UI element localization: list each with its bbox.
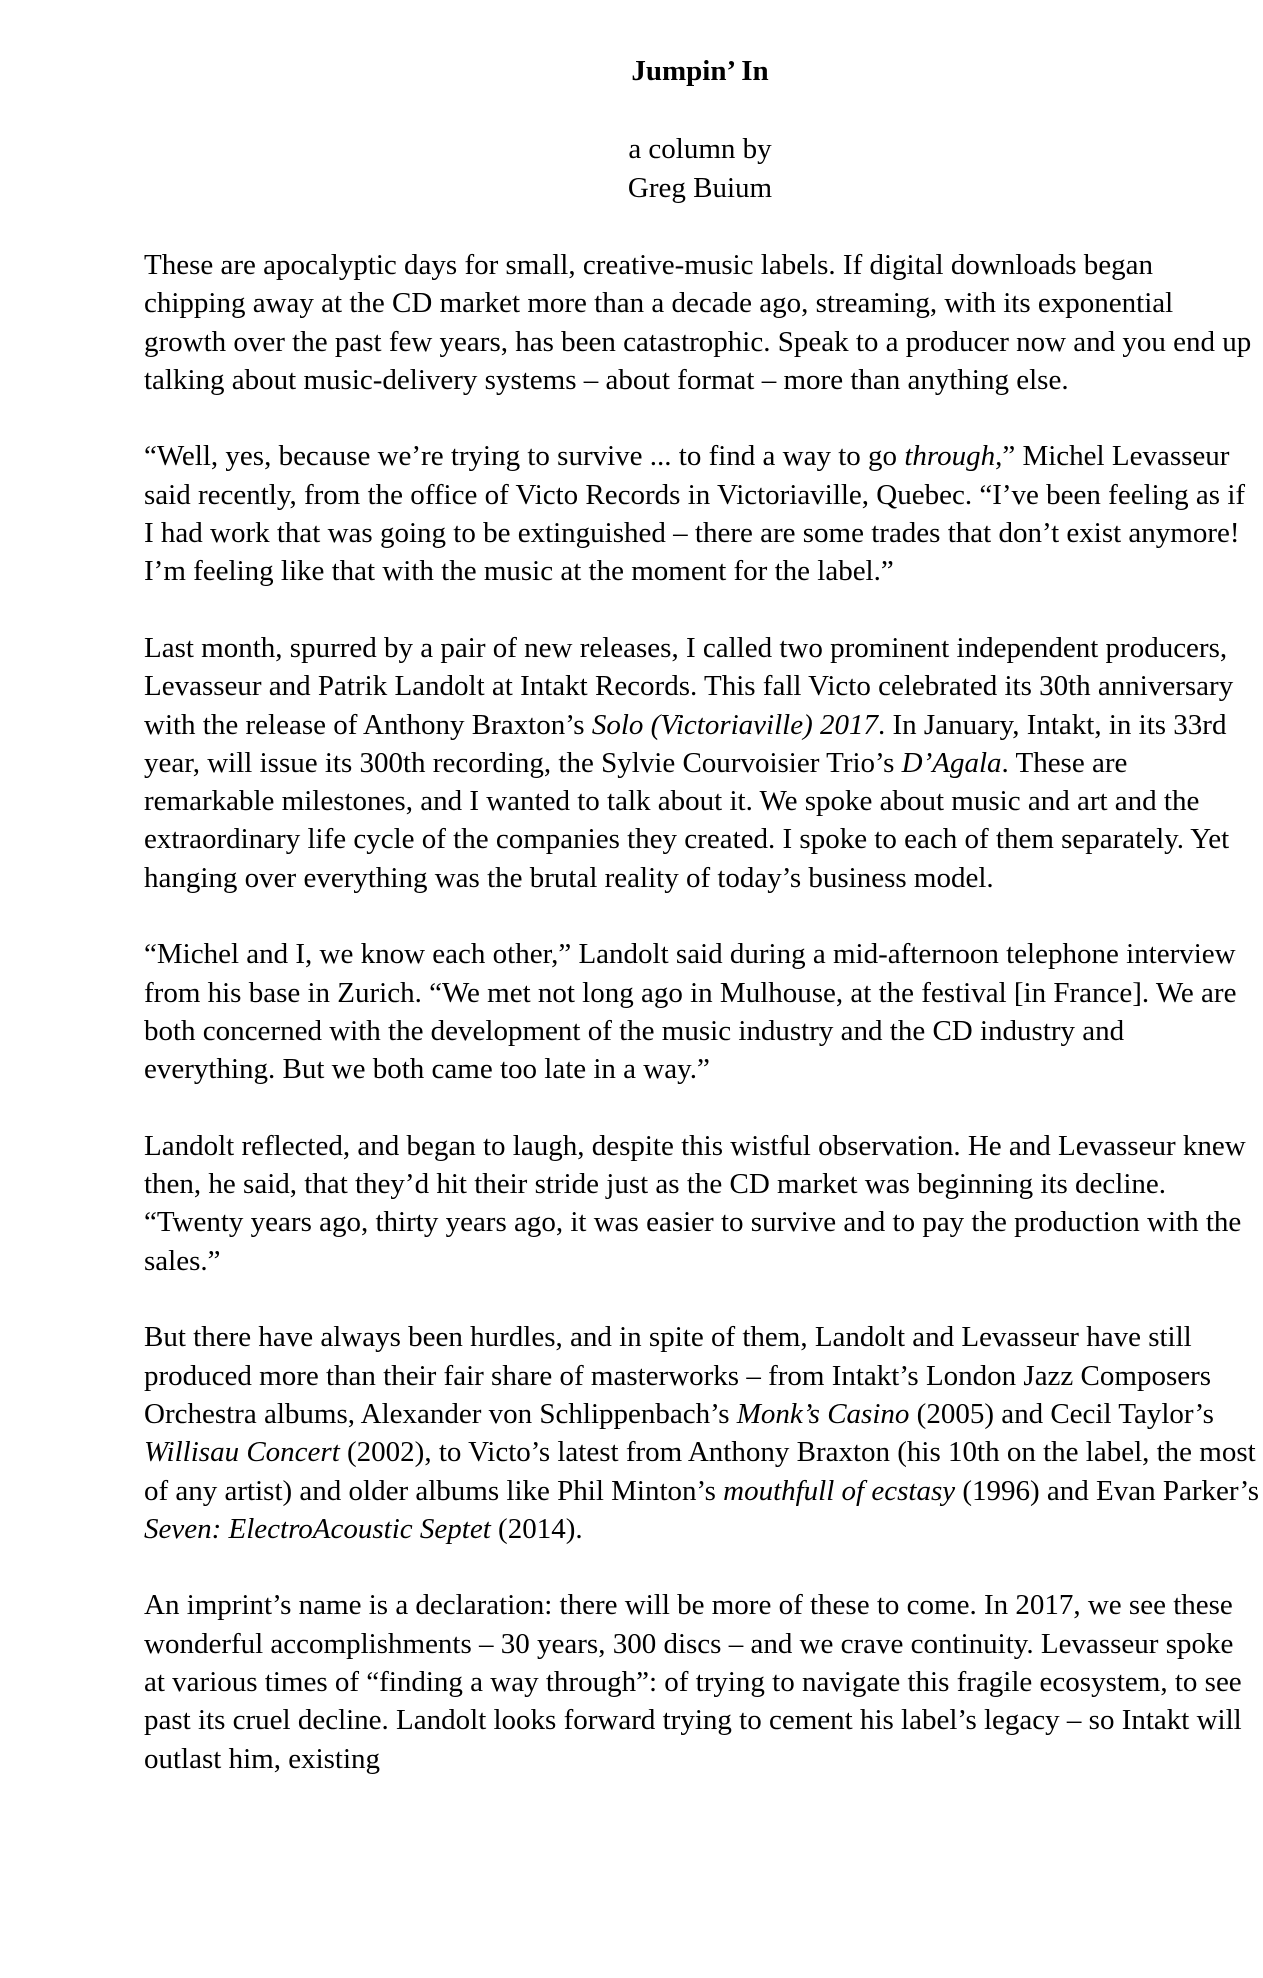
italic-title-text: Seven: ElectroAcoustic Septet <box>144 1512 491 1545</box>
italic-title-text: Willisau Concert <box>144 1436 340 1469</box>
author-name: Greg Buium <box>627 172 773 204</box>
paragraph-text: Landolt reflected, and began to laugh, despite this wistful observation. He and Levasseur knew then, he said, that they’d hit their stride just as the CD market was beginning its decline. “Twenty years ago, thirty years ago, it was easier to survive and to pay the production with the sales.” <box>144 1129 1246 1277</box>
body-paragraph <box>144 629 1259 897</box>
body-paragraph <box>144 437 1259 590</box>
paragraph-text: “Michel and I, we know each other,” Landolt said during a mid-afternoon telephone interview from his base in Zurich. “We met not long ago in Mulhouse, at the festival [in France]. We are both concerned with the development of the music industry and the CD industry and everything. But we both came too late in a way.” <box>144 938 1237 1086</box>
paragraph-text: (2002), to Victo’s latest from Anthony Braxton (his 10th on the label, the most of any artist) and older albums like Phil Minton’s <box>144 1436 1256 1507</box>
paragraph-text: An imprint’s name is a declaration: there will be more of these to come. In 2017, we see these wonderful accomplishments – 30 years, 300 discs – and we crave continuity. Levasseur spoke at various times of “finding a way through”: of trying to navigate this fragile ecosystem, to see past its cruel decline. Landolt looks forward trying to cement his label’s legacy – so Intakt will outlast him, existing <box>144 1589 1242 1775</box>
paragraph-text: Last month, spurred by a pair of new releases, I called two prominent independent producers, Levasseur and Patrik Landolt at Intakt Records. This fall Victo celebrated its 30th anniversary with the release of Anthony Braxton’s <box>144 631 1234 741</box>
column-title: Jumpin’ In <box>631 55 769 87</box>
body-paragraph <box>144 1127 1259 1280</box>
byline <box>0 130 1263 208</box>
paragraph-text: (2014). <box>490 1512 583 1545</box>
body-paragraph <box>144 246 1259 399</box>
italic-title-text: Monk’s Casino <box>736 1397 910 1430</box>
paragraph-text: (2005) and Cecil Taylor’s <box>909 1397 1214 1430</box>
paragraph-text: . These are remarkable milestones, and I wanted to talk about it. We spoke about music and art and the extraordinary life cycle of the companies they created. I spoke to each of them separately. Yet hanging over everything was the brutal reality of today’s business model. <box>144 746 1230 894</box>
paragraph-text: ,” Michel Levasseur said recently, from the office of Victo Records in Victoriaville, Quebec. “I’ve been feeling as if I had work that was going to be extinguished – there are some trades that don’t exist anymore! I’m feeling like that with the music at the moment for the label.” <box>144 440 1246 588</box>
italic-title-text: Solo (Victoriaville) 2017 <box>591 708 878 741</box>
italic-title-text: mouthfull of ecstasy <box>723 1474 956 1507</box>
byline-intro: a column by <box>628 133 772 165</box>
paragraph-text: . In January, Intakt, in its 33rd year, will issue its 300th recording, the Sylvie Courvoisier Trio’s <box>144 708 1227 779</box>
italic-title-text: through <box>904 440 996 473</box>
paragraph-text: But there have always been hurdles, and in spite of them, Landolt and Levasseur have still produced more than their fair share of masterworks – from Intakt’s London Jazz Composers Orchestra albums, Alexander von Schlippenbach’s <box>144 1321 1212 1430</box>
body-paragraph <box>144 1586 1259 1777</box>
article-body <box>144 246 1259 1816</box>
paragraph-text: “Well, yes, because we’re trying to survive ... to find a way to go <box>144 440 905 473</box>
paragraph-text: These are apocalyptic days for small, creative-music labels. If digital downloads began chipping away at the CD market more than a decade ago, streaming, with its exponential growth over the past few years, has been catastrophic. Speak to a producer now and you end up talking about music-delivery systems – about format – more than anything else. <box>144 249 1252 396</box>
italic-title-text: D’Agala <box>901 746 1002 779</box>
body-paragraph <box>144 1318 1259 1548</box>
paragraph-text: (1996) and Evan Parker’s <box>955 1474 1259 1507</box>
body-paragraph <box>144 935 1259 1088</box>
